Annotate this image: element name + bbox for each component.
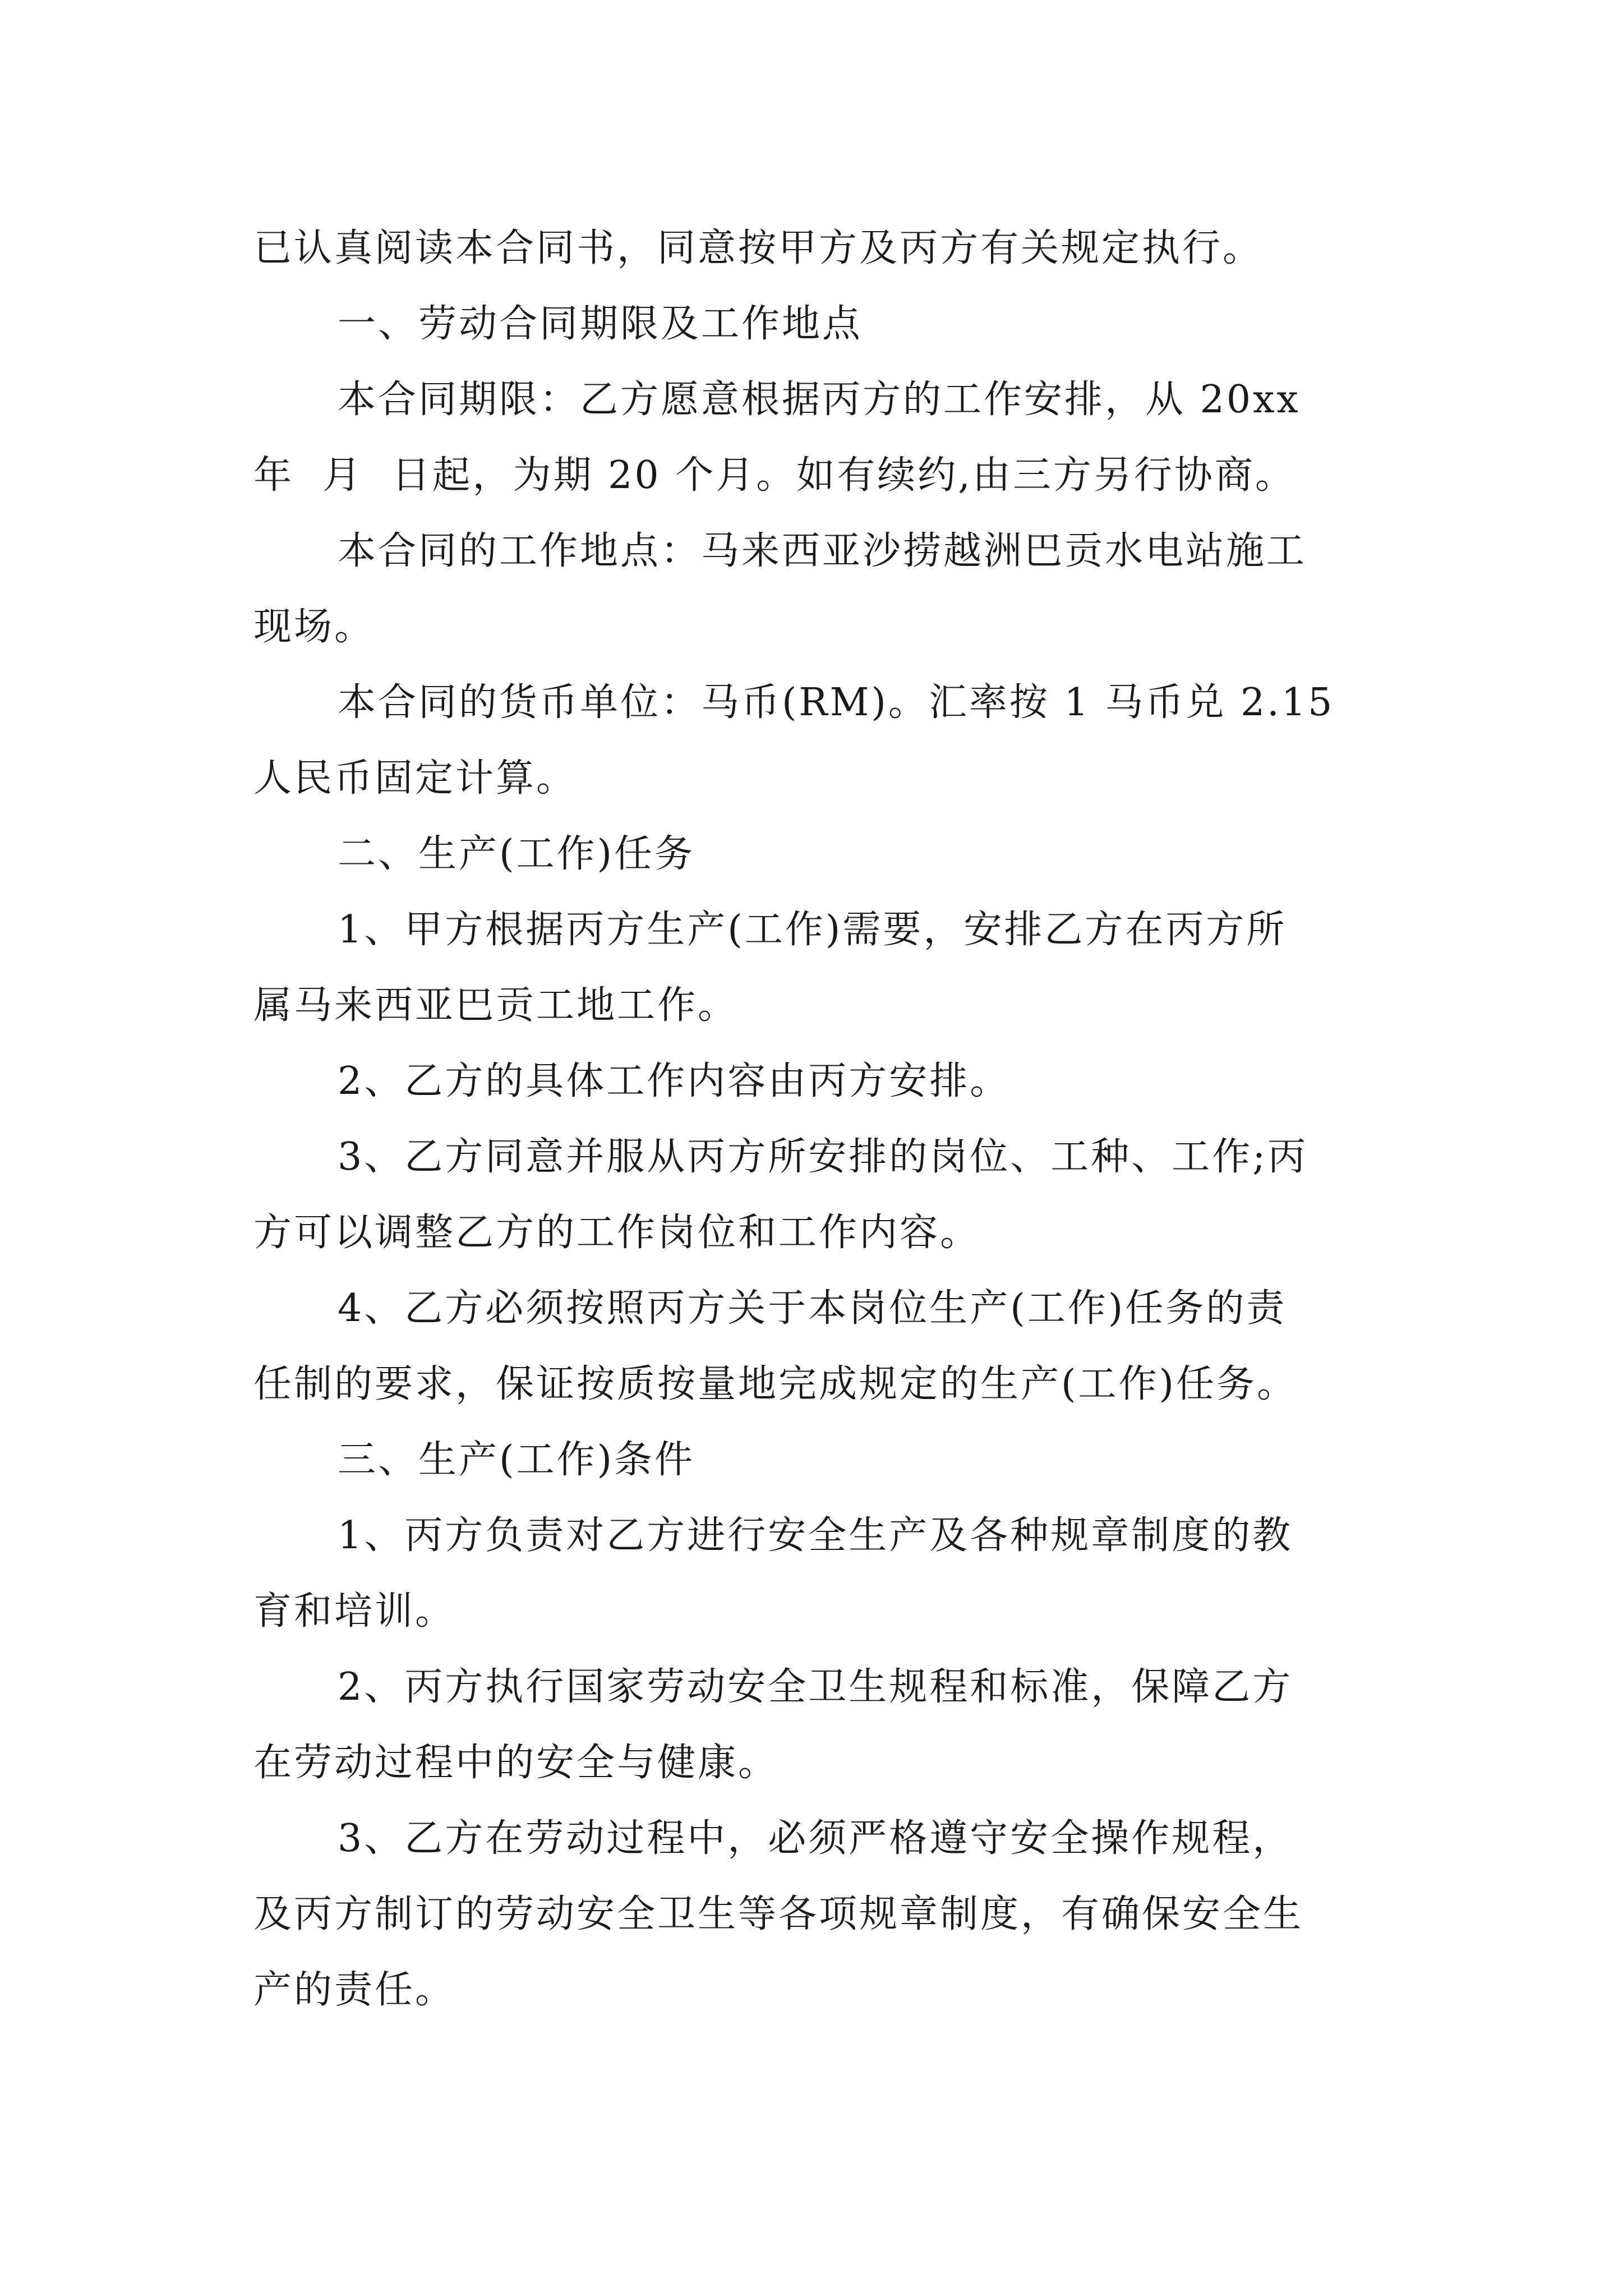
section-heading-3: 三、生产(工作)条件 (338, 1438, 695, 1482)
section-heading-1: 一、劳动合同期限及工作地点 (338, 302, 863, 346)
text-line: 已认真阅读本合同书，同意按甲方及丙方有关规定执行。 (253, 226, 1264, 270)
contract-body-text (253, 210, 1398, 2028)
text-line: 人民币固定计算。 (253, 756, 577, 800)
text-line: 产的责任。 (253, 1968, 456, 2012)
text-line: 本合同的工作地点：马来西亚沙捞越洲巴贡水电站施工 (338, 529, 1307, 573)
text-line: 方可以调整乙方的工作岗位和工作内容。 (253, 1211, 981, 1255)
text-line: 1、甲方根据丙方生产(工作)需要，安排乙方在丙方所 (338, 908, 1287, 952)
text-line: 在劳动过程中的安全与健康。 (253, 1741, 779, 1785)
text-line: 年 月 日起，为期 20 个月。如有续约,由三方另行协商。 (253, 453, 1295, 498)
text-line: 及丙方制订的劳动安全卫生等各项规章制度，有确保安全生 (253, 1892, 1304, 1936)
text-line: 2、乙方的具体工作内容由丙方安排。 (338, 1059, 1011, 1103)
text-line: 属马来西亚巴贡工地工作。 (253, 983, 739, 1028)
text-line: 2、丙方执行国家劳动安全卫生规程和标准，保障乙方 (338, 1665, 1293, 1709)
text-line: 育和培训。 (253, 1589, 456, 1634)
text-line: 本合同的货币单位：马币(RM)。汇率按 1 马币兑 2.15 (338, 680, 1335, 725)
text-line: 3、乙方在劳动过程中，必须严格遵守安全操作规程， (338, 1816, 1293, 1861)
text-line: 3、乙方同意并服从丙方所安排的岗位、工种、工作;丙 (338, 1135, 1308, 1179)
text-line: 现场。 (253, 605, 375, 649)
text-line: 1、丙方负责对乙方进行安全生产及各种规章制度的教 (338, 1513, 1293, 1558)
text-line: 任制的要求，保证按质按量地完成规定的生产(工作)任务。 (253, 1362, 1298, 1406)
section-heading-2: 二、生产(工作)任务 (338, 832, 695, 876)
text-line: 4、乙方必须按照丙方关于本岗位生产(工作)任务的责 (338, 1286, 1287, 1331)
text-line: 本合同期限：乙方愿意根据丙方的工作安排，从 20xx (338, 378, 1301, 422)
